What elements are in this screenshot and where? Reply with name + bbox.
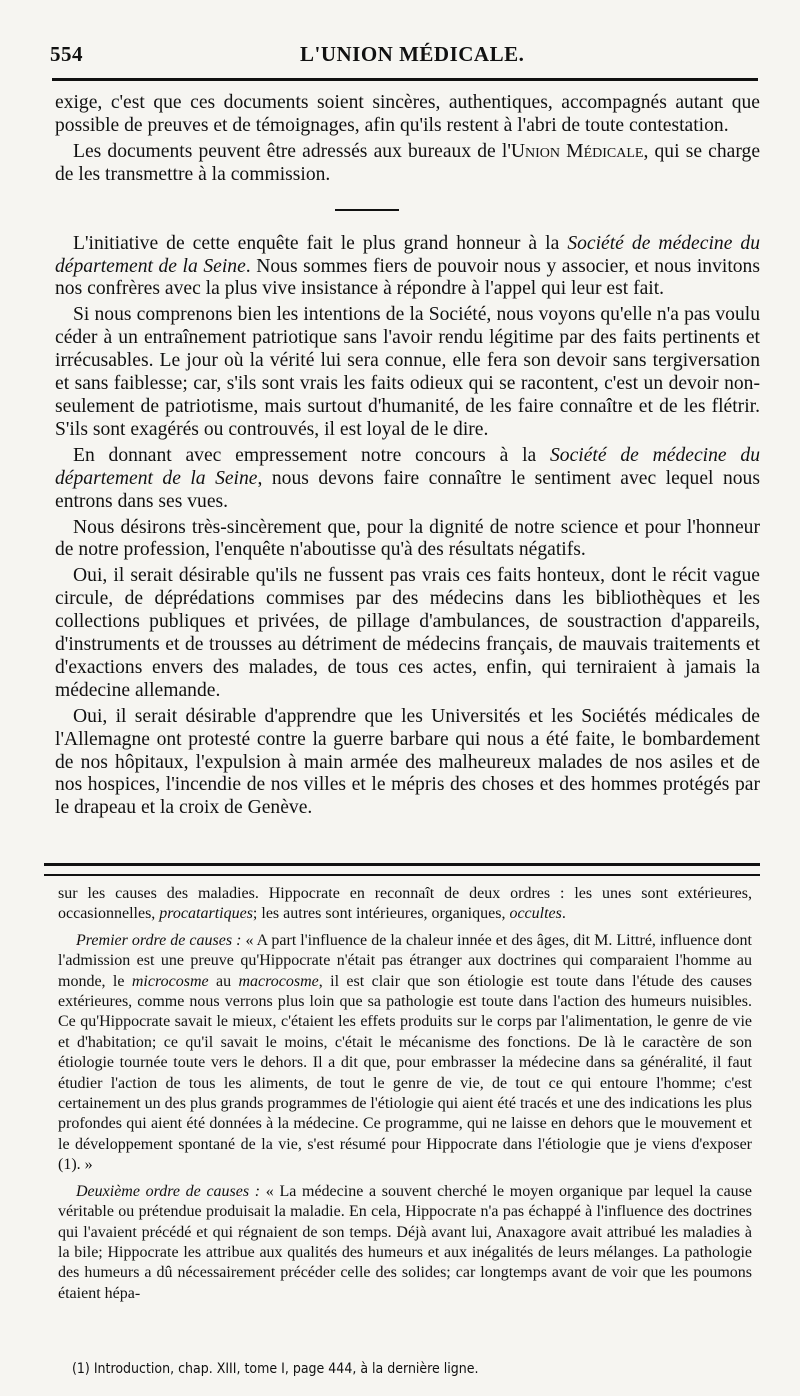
paragraph-4: Si nous comprenons bien les intentions de la Société, nous voyons qu'elle n'a pas voulu céder à un entraînement patriotique sans l'avoir rendu légitime par des faits pertinents et irrécusables. Le jour où la vérité lui sera connue, elle fera son devoir sans tergiversation et sans faiblesse; car, s'ils sont vrais les faits odieux qui se racontent, c'est un devoir non-seulement de patriotisme, mais surtout d'humanité, de les faire connaître et de les flétrir. S'ils sont exagérés ou controuvés, il est loyal de le dire. bbox=[55, 304, 760, 440]
feuilleton-paragraph-1: sur les causes des maladies. Hippocrate en reconnaît de deux ordres : les unes sont extérieures, occasionnelles, procatartiques; les autres sont intérieures, organiques, occultes. bbox=[58, 885, 752, 923]
feuilleton-paragraph-2: Premier ordre de causes : « A part l'influence de la chaleur innée et des âges, dit M. Littré, influence dont l'admission est une preuve qu'Hippocrate n'était pas étranger aux doctrines qui comparaient l'homme au monde, le microcosme au macrocosme, il est clair que son étiologie est toute dans l'étude des causes extérieures, comme nous verrons plus loin que sa pathologie est toute dans l'action des humeurs nuisibles. Ce qu'Hippocrate savait le mieux, c'étaient les effets produits sur le corps par l'alimentation, le genre de vie et d'habitation; ce qu'il savait le moins, c'était le mécanisme des fonctions. De là le caractère de son étiologie tournée toute vers le dehors. Il a dit que, pour embrasser la médecine dans sa généralité, il faut étudier l'action de tous les aliments, de tout le genre de vie, de tout ce qui entoure l'homme; c'est certainement un des plus grands programmes de l'étiologie qui aient été tracés et une des indications les plus profondes qui aient été données à la médecine. Ce programme, qui ne laisse en dehors que le mouvement et le développement spontané de la vie, s'est résumé pour Hippocrate dans l'étiologie que je viens d'exposer (1). » bbox=[58, 931, 752, 1174]
paragraph-1: exige, c'est que ces documents soient sincères, authentiques, accompagnés autant que possible de preuves et de témoignages, afin qu'ils restent à l'abri de toute contestation. bbox=[55, 92, 760, 136]
paragraph-5: En donnant avec empressement notre concours à la Société de médecine du département de la Seine, nous devons faire connaître le sentiment avec lequel nous entrons dans ses vues. bbox=[55, 444, 760, 512]
footnote: (1) Introduction, chap. XIII, tome I, page 444, à la dernière ligne. bbox=[72, 1361, 479, 1377]
paragraph-7: Oui, il serait désirable qu'ils ne fussent pas vrais ces faits honteux, dont le récit vague circule, de déprédations commises par des médecins dans les bibliothèques et les collections publiques et privées, de pillage d'ambulances, de soustraction d'appareils, d'instruments et de trousses au détriment de médecins français, de mauvais traitements et d'exactions envers des malades, de tous ces actes, enfin, qui terniraient à jamais la médecine allemande. bbox=[55, 565, 760, 701]
feuilleton-paragraph-3: Deuxième ordre de causes : « La médecine a souvent cherché le moyen organique par lequel la cause véritable ou prétendue produisait la maladie. En cela, Hippocrate n'a pas échappé à l'influence des doctrines qui l'avaient précédé et qui régnaient de son temps. Déjà avant lui, Anaxagore avait attribué les maladies à la bile; Hippocrate les attribue aux qualités des humeurs et aux inégalités de leurs mélanges. La pathologie des humeurs a dû nécessairement précéder celle des solides; car longtemps avant de voir que les poumons étaient hépa- bbox=[58, 1182, 752, 1302]
paragraph-2: Les documents peuvent être adressés aux bureaux de l'Union Médicale, qui se charge de les transmettre à la commission. bbox=[55, 140, 761, 185]
page-header bbox=[50, 38, 750, 78]
main-article bbox=[55, 92, 760, 823]
paragraph-8: Oui, il serait désirable d'apprendre que les Universités et les Sociétés médicales de l'Allemagne ont protesté contre la guerre barbare qui nous a été faite, le bombardement de nos hôpitaux, l'expulsion à main armée des malheureux malades de nos asiles et de nos hospices, l'incendie de nos villes et le mépris des choses et des hommes protégés par le drapeau et la croix de Genève. bbox=[55, 705, 760, 819]
paragraph-6: Nous désirons très-sincèrement que, pour la dignité de notre science et pour l'honneur de notre profession, l'enquête n'aboutisse qu'à des résultats négatifs. bbox=[55, 516, 760, 561]
page-number: 554 bbox=[50, 42, 83, 66]
feuilleton-section bbox=[58, 884, 752, 1310]
header-rule bbox=[52, 78, 758, 81]
paragraph-3: L'initiative de cette enquête fait le plus grand honneur à la Société de médecine du département de la Seine. Nous sommes fiers de pouvoir nous y associer, et nous invitons nos confrères avec la plus vive insistance à répondre à l'appel qui leur est fait. bbox=[55, 232, 760, 300]
section-separator bbox=[335, 209, 399, 211]
running-title: L'UNION MÉDICALE. bbox=[300, 42, 525, 66]
feuilleton-divider bbox=[44, 863, 760, 876]
